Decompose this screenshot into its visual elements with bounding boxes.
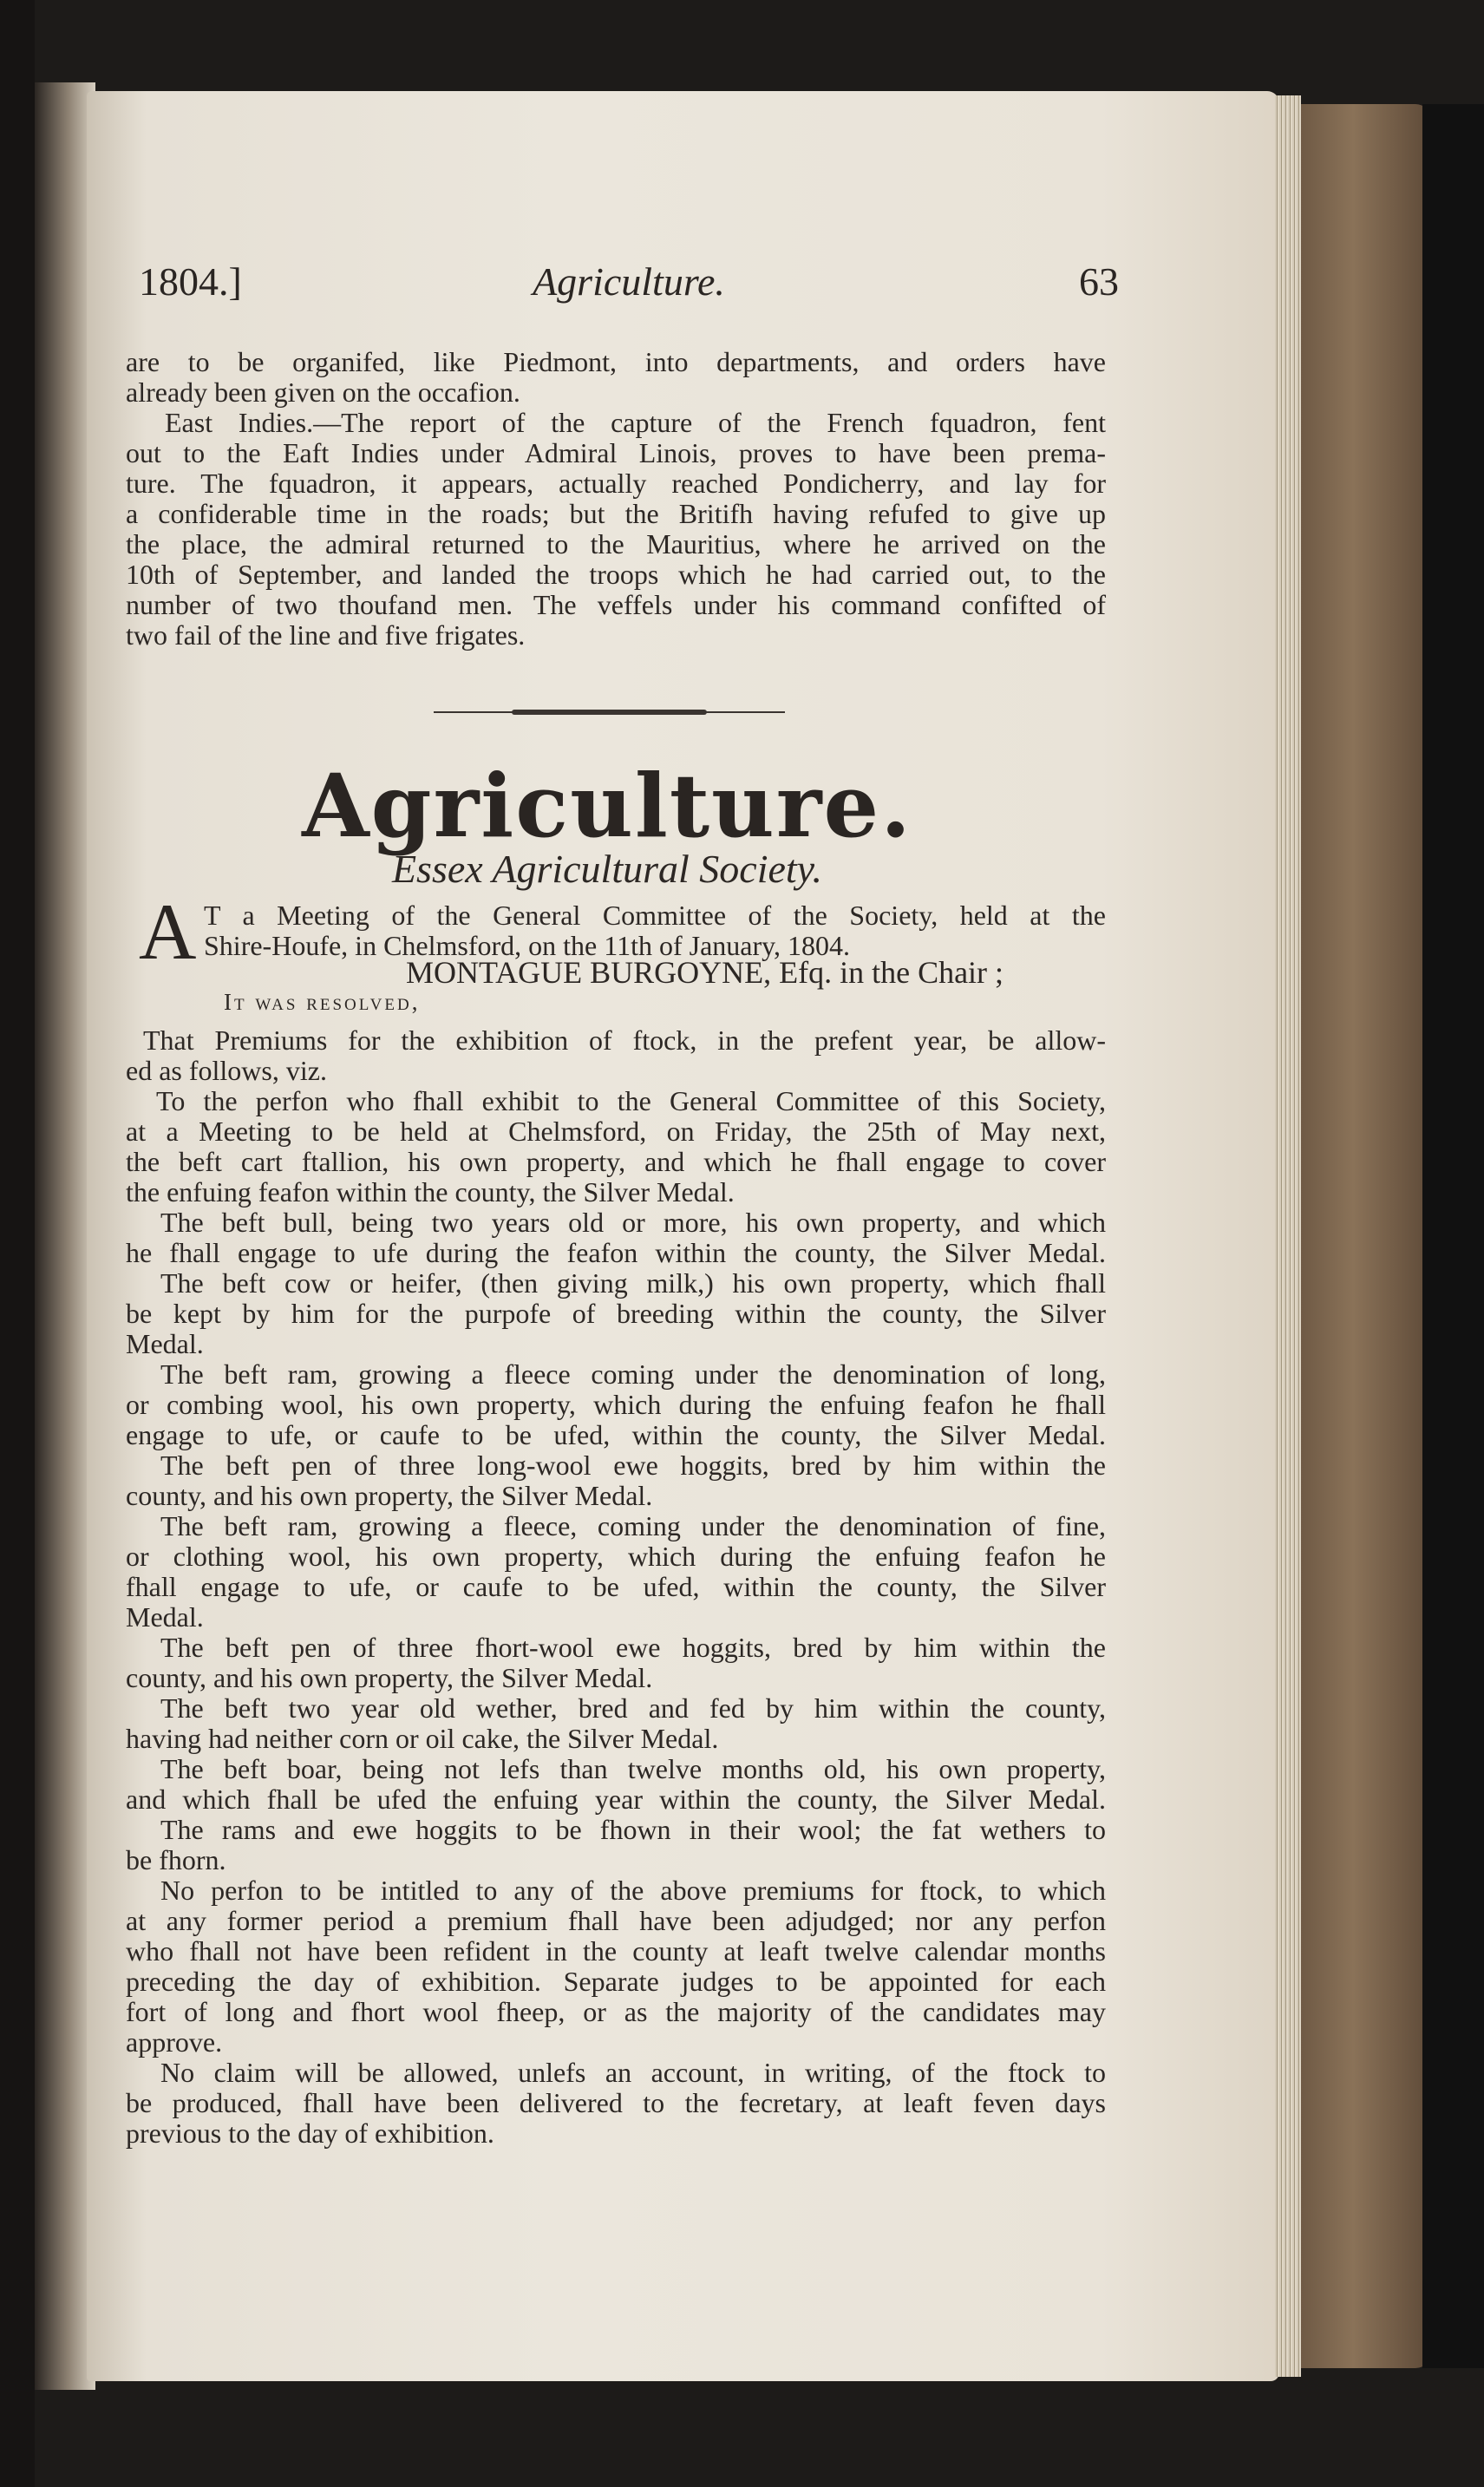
resolutions-body [126, 1025, 1106, 2149]
header-year: 1804.] [139, 259, 242, 304]
text-line: The beft two year old wether, bred and fed by him within the county, [160, 1692, 1106, 1724]
text-line: T a Meeting of the General Committee of the Society, held at the [204, 900, 1106, 931]
text-line: be fhorn. [126, 1844, 226, 1875]
top-paragraphs [126, 347, 1106, 651]
text-line: the place, the admiral returned to the Mauritius, where he arrived on the [126, 528, 1106, 560]
text-line: East Indies.—The report of the capture of the French fquadron, fent [165, 407, 1106, 438]
text-line: previous to the day of exhibition. [126, 2117, 494, 2149]
background [0, 0, 35, 2487]
text-line: county, and his own property, the Silver Medal. [126, 1480, 653, 1511]
text-line: at any former period a premium fhall have been adjudged; nor any perfon [126, 1905, 1106, 1936]
text-line: The beft bull, being two years old or more, his own property, and which [160, 1207, 1106, 1238]
text-line: No perfon to be intitled to any of the above premiums for ftock, to which [160, 1875, 1106, 1906]
text-line: be kept by him for the purpofe of breeding within the county, the Silver [126, 1298, 1106, 1329]
chair-line: MONTAGUE BURGOYNE, Efq. in the Chair ; [406, 955, 1004, 990]
text-line: be produced, fhall have been delivered to the fecretary, at leaft feven days [126, 2087, 1106, 2118]
text-line: already been given on the occafion. [126, 376, 520, 408]
text-line: The beft pen of three fhort-wool ewe hoggits, bred by him within the [160, 1632, 1106, 1663]
section-title: Agriculture. [302, 755, 912, 857]
text-line: having had neither corn or oil cake, the Silver Medal. [126, 1723, 719, 1754]
text-line: fhall engage to ufe, or caufe to be ufed, within the county, the Silver [126, 1571, 1106, 1602]
text-line: The beft ram, growing a fleece, coming under the denomination of fine, [160, 1510, 1106, 1541]
text-line: approve. [126, 2026, 223, 2058]
section-subtitle: Essex Agricultural Society. [391, 847, 823, 891]
text-line: Medal. [126, 1601, 204, 1633]
text-line: ture. The fquadron, it appears, actually reached Pondicherry, and lay for [126, 468, 1106, 499]
text-line: two fail of the line and five frigates. [126, 619, 526, 651]
text-line: The beft pen of three long-wool ewe hoggits, bred by him within the [160, 1450, 1106, 1481]
text-line: The beft boar, being not lefs than twelve months old, his own property, [160, 1753, 1106, 1784]
text-line: and which fhall be ufed the enfuing year within the county, the Silver Medal. [126, 1783, 1106, 1815]
drop-cap: A [139, 887, 197, 976]
text-line: The beft ram, growing a fleece coming under the denomination of long, [160, 1358, 1106, 1390]
text-line: 10th of September, and landed the troops which he had carried out, to the [126, 559, 1106, 590]
running-title: Agriculture. [533, 259, 725, 304]
text-line: who fhall not have been refident in the county at leaft twelve calendar months [126, 1935, 1106, 1967]
text-line: Medal. [126, 1328, 204, 1359]
text-line: or clothing wool, his own property, which during the enfuing feafon he [126, 1541, 1106, 1572]
text-line: are to be organifed, like Piedmont, into departments, and orders have [126, 346, 1106, 377]
resolved-line: It was resolved, [224, 989, 421, 1015]
text-line: county, and his own property, the Silver Medal. [126, 1662, 653, 1693]
text-line: To the perfon who fhall exhibit to the General Committee of this Society, [156, 1085, 1106, 1116]
text-line: at a Meeting to be held at Chelmsford, on Friday, the 25th of May next, [126, 1116, 1106, 1147]
text-line: No claim will be allowed, unlefs an account, in writing, of the ftock to [160, 2057, 1106, 2088]
text-line: he fhall engage to ufe during the feafon within the county, the Silver Medal. [126, 1237, 1106, 1268]
divider-thick [512, 710, 707, 715]
text-line: number of two thoufand men. The veffels under his command confifted of [126, 589, 1106, 620]
text-line: That Premiums for the exhibition of ftock, in the prefent year, be allow- [143, 1024, 1106, 1056]
text-line: or combing wool, his own property, which during the enfuing feafon he fhall [126, 1389, 1106, 1420]
text-line: The rams and ewe hoggits to be fhown in their wool; the fat wethers to [160, 1814, 1106, 1845]
text-line: out to the Eaft Indies under Admiral Linois, proves to have been prema- [126, 437, 1106, 468]
text-line: a confiderable time in the roads; but the Britifh having refufed to give up [126, 498, 1106, 529]
text-line: the enfuing feafon within the county, the Silver Medal. [126, 1176, 735, 1208]
text-line: engage to ufe, or caufe to be ufed, within the county, the Silver Medal. [126, 1419, 1106, 1450]
dark-border [1422, 104, 1484, 2368]
text-line: fort of long and fhort wool fheep, or as the majority of the candidates may [126, 1996, 1106, 2027]
running-header [139, 259, 1119, 311]
section-divider [434, 710, 785, 715]
text-line: Shire-Houfe, in Chelmsford, on the 11th of January, 1804. [204, 930, 851, 961]
text-line: The beft cow or heifer, (then giving milk,) his own property, which fhall [160, 1267, 1106, 1299]
page-edges [1275, 95, 1301, 2377]
page-number: 63 [1079, 259, 1119, 304]
text-line: preceding the day of exhibition. Separate judges to be appointed for each [126, 1966, 1106, 1997]
opening-lines [204, 900, 1106, 961]
book-cover [1301, 104, 1431, 2368]
text-line: the beft cart ftallion, his own property, and which he fhall engage to cover [126, 1146, 1106, 1177]
text-line: ed as follows, viz. [126, 1055, 327, 1086]
